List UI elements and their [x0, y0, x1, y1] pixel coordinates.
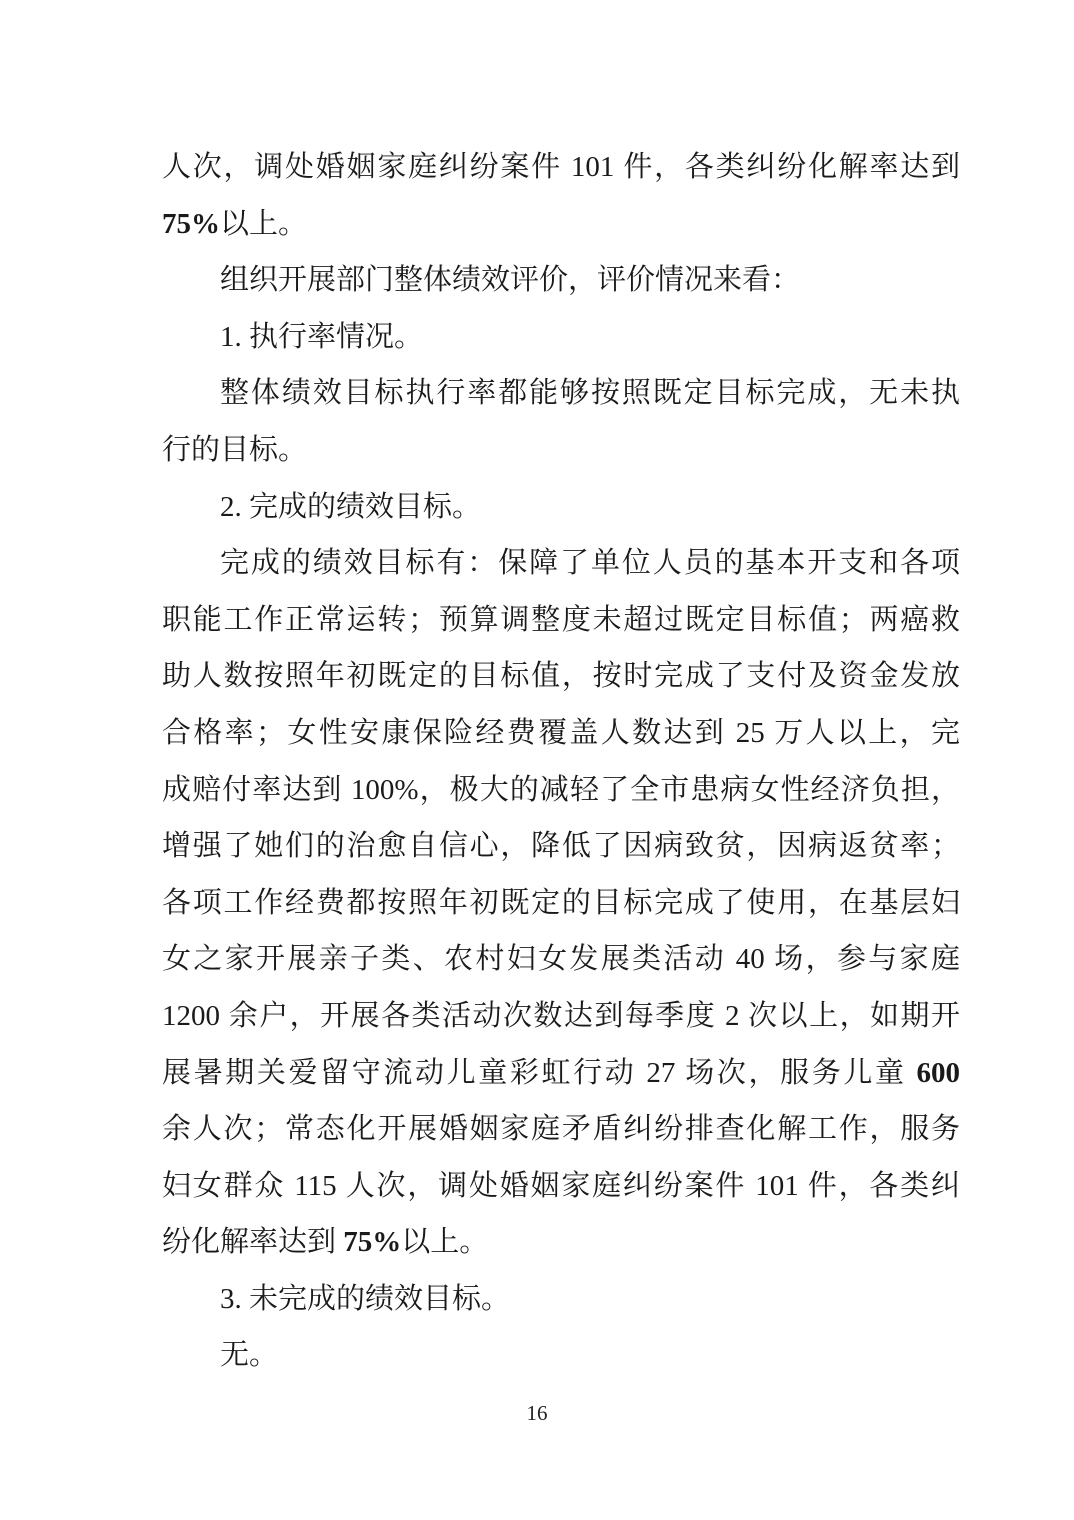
text-line: 合格率；女性安康保险经费覆盖人数达到 25 万人以上，完 [162, 716, 960, 749]
text-line: 妇女群众 115 人次，调处婚姻家庭纠纷案件 101 件，各类纠 [162, 1169, 960, 1202]
text-segment-bold: 75% [343, 1226, 402, 1259]
text-line: 增强了她们的治愈自信心，降低了因病致贫，因病返贫率； [162, 830, 960, 863]
text-line [162, 1214, 960, 1271]
text-line: 组织开展部门整体绩效评价，评价情况来看： [220, 264, 801, 297]
text-segment: 以上。 [401, 1226, 489, 1259]
page-number: 16 [526, 1401, 548, 1425]
document-body [162, 139, 960, 1384]
text-line: 人次，调处婚姻家庭纠纷案件 101 件，各类纠纷化解率达到 [162, 151, 960, 183]
text-line: 完成的绩效目标有：保障了单位人员的基本开支和各项 [220, 547, 960, 580]
text-line [162, 1045, 960, 1102]
text-line: 行的目标。 [162, 433, 308, 466]
text-segment-bold: 600 [916, 1056, 960, 1089]
text-line: 整体绩效目标执行率都能够按照既定目标完成，无未执 [220, 377, 960, 410]
text-line: 1200 余户，开展各类活动次数达到每季度 2 次以上，如期开 [162, 999, 960, 1032]
text-line: 2. 完成的绩效目标。 [220, 490, 482, 523]
text-segment: 展暑期关爱留守流动儿童彩虹行动 27 场次，服务儿童 [162, 1056, 917, 1089]
text-segment: 纷化解率达到 [162, 1226, 344, 1259]
text-line: 女之家开展亲子类、农村妇女发展类活动 40 场，参与家庭 [162, 943, 960, 976]
text-line: 成赔付率达到 100%，极大的减轻了全市患病女性经济负担， [162, 773, 960, 806]
text-line: 职能工作正常运转；预算调整度未超过既定目标值；两癌救 [162, 603, 960, 636]
text-line: 1. 执行率情况。 [220, 320, 424, 353]
text-line: 各项工作经费都按照年初既定的目标完成了使用，在基层妇 [162, 886, 960, 919]
text-line: 无。 [220, 1339, 279, 1372]
text-line: 助人数按照年初既定的目标值，按时完成了支付及资金发放 [162, 660, 960, 693]
text-segment: 以上。 [220, 207, 308, 240]
text-line: 3. 未完成的绩效目标。 [220, 1282, 511, 1315]
text-segment-bold: 75% [162, 207, 220, 240]
text-line: 余人次；常态化开展婚姻家庭矛盾纠纷排查化解工作，服务 [162, 1113, 960, 1146]
text-line [162, 196, 960, 253]
